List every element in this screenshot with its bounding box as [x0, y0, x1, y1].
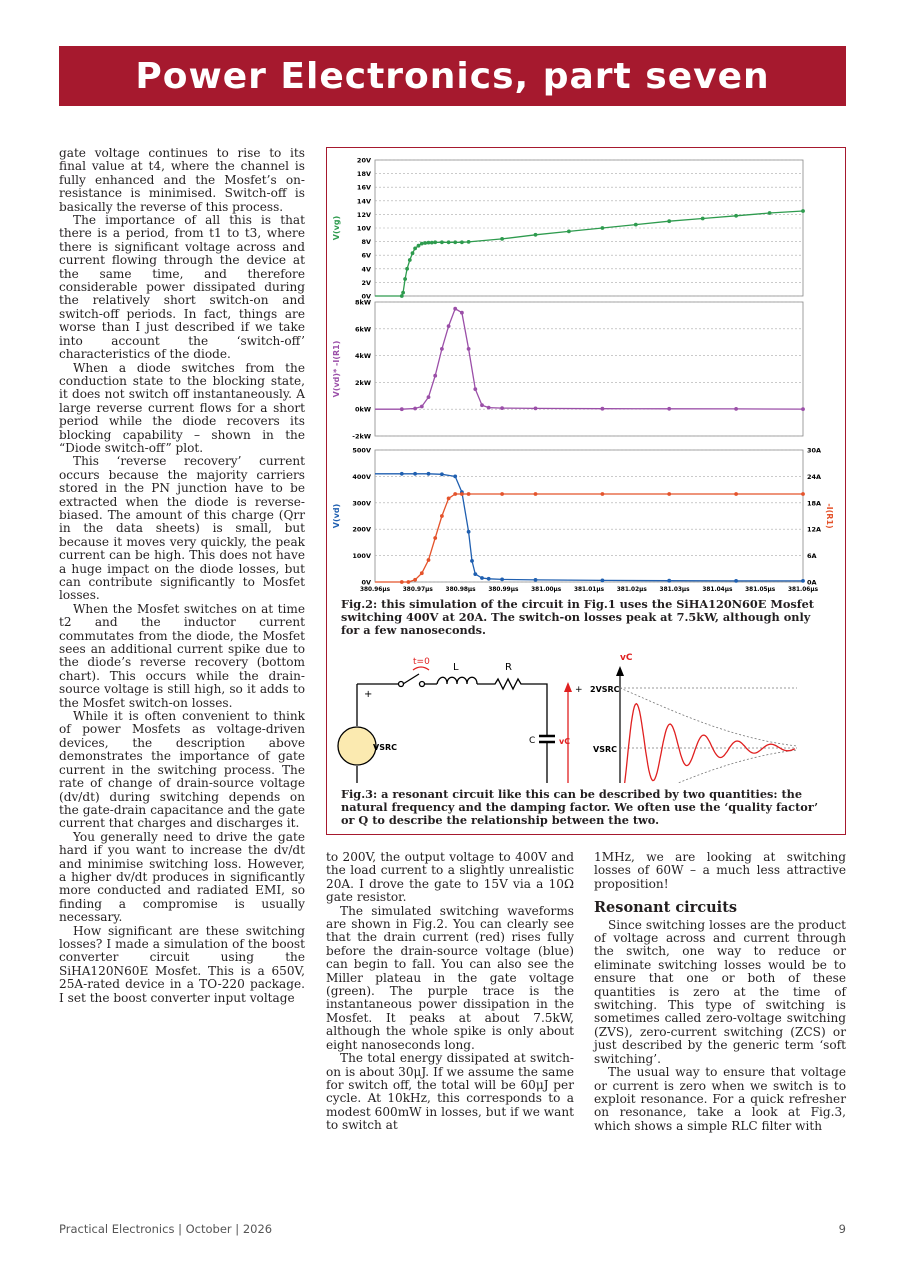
data-point	[400, 294, 404, 298]
data-point	[467, 492, 471, 496]
x-tick-label: 381.06μs	[787, 587, 819, 593]
data-point	[768, 211, 772, 215]
capacitor-label: C	[529, 736, 536, 746]
fig2-caption: Fig.2: this simulation of the circuit in Fig.1 uses the SiHA120N60E Mosfet switching 400V at 20A. The switch-on losses peak at 7.5kW, although only for a few nanoseconds.	[341, 597, 814, 637]
y-vsrc-label: VSRC	[593, 745, 617, 754]
y-tick-label: 300V	[352, 499, 371, 508]
plus-sign: +	[575, 685, 583, 695]
paragraph: This ‘reverse recovery’ current occurs because the majority carriers stored in the PN junction have to be extracted when the diode is reverse-biased. The amount of this charge (Qrr in the data sheets) is small, but because it moves very quickly, the peak current can be high. This does not have a huge impact on the diode losses, but can contribute significantly to Mosfet losses.	[59, 454, 305, 603]
data-point	[453, 240, 457, 244]
data-point	[534, 578, 538, 582]
data-point	[467, 530, 471, 534]
y-tick-label: 8kW	[354, 298, 371, 307]
data-point	[440, 347, 444, 351]
section-heading: Resonant circuits	[594, 899, 738, 917]
vsrc-label: VSRC	[373, 743, 397, 752]
data-point	[734, 407, 738, 411]
page-title: Power Electronics, part seven	[135, 55, 770, 97]
data-point	[480, 576, 484, 580]
article-column-1	[59, 147, 305, 1005]
data-point	[433, 536, 437, 540]
fig3-caption: Fig.3: a resonant circuit like this can be described by two quantities: the natural frequency and the damping factor. We often use the ‘quality factor’ or Q to describe the relationship between the two.	[341, 787, 819, 827]
paragraph: to 200V, the output voltage to 400V and the load current to a slightly unrealistic 20A. I drove the gate to 15V via a 10Ω gate resistor.	[326, 850, 574, 905]
title-banner	[59, 46, 846, 106]
y-tick-label: 2V	[361, 278, 371, 287]
data-point	[427, 395, 431, 399]
y-right-tick-label: 0A	[807, 578, 817, 587]
data-point	[473, 572, 477, 576]
data-point	[734, 492, 738, 496]
data-point	[534, 233, 538, 237]
fig3-diagram	[327, 648, 844, 783]
data-point	[500, 578, 504, 582]
figure-box	[326, 147, 846, 835]
data-point	[667, 407, 671, 411]
y-right-tick-label: 18A	[807, 499, 822, 508]
data-point	[460, 492, 464, 496]
y-tick-label: 10V	[356, 224, 371, 233]
paragraph: gate voltage continues to rise to its final value at t4, where the channel is fully enhanced and the Mosfet’s on-resistance is minimised. Switch-off is basically the reverse of this process.	[59, 146, 305, 214]
y-right-tick-label: 12A	[807, 525, 822, 534]
data-point	[534, 492, 538, 496]
y-axis-label: V(vd)* -I(R1)	[332, 340, 341, 398]
data-point	[460, 240, 464, 244]
data-point	[400, 580, 404, 584]
data-point	[400, 472, 404, 476]
data-point	[411, 251, 415, 255]
chart-panel	[332, 299, 805, 441]
y-tick-label: 500V	[352, 446, 371, 455]
y-tick-label: 0kW	[354, 405, 371, 414]
x-tick-label: 380.96μs	[359, 587, 391, 593]
vc-axis-title: vC	[620, 653, 633, 663]
x-tick-label: 381.03μs	[659, 587, 690, 593]
data-point	[433, 374, 437, 378]
data-point	[487, 577, 491, 581]
data-point	[667, 492, 671, 496]
data-point	[567, 230, 571, 234]
data-point	[453, 492, 457, 496]
y-2vsrc-label: 2VSRC	[590, 685, 620, 694]
data-point	[667, 219, 671, 223]
data-point	[423, 241, 427, 245]
y-right-tick-label: 30A	[807, 446, 822, 455]
data-point	[534, 407, 538, 411]
paragraph: The importance of all this is that there is a period, from t1 to t3, where there is significant voltage across and current flowing through the device at the same time, and therefore considerable power dissipated during the relatively short switch-on and switch-off periods. In fact, things are worse than I just described if we take into account the ‘switch-off’ characteristics of the diode.	[59, 213, 305, 362]
paragraph: The usual way to ensure that voltage or current is zero when we switch is to exploit resonance. For a quick refresher on resonance, take a look at Fig.3, which shows a simple RLC filter with	[594, 1065, 846, 1133]
inductor-label: L	[453, 662, 459, 673]
page-number: 9	[838, 1222, 846, 1236]
vc-label: vC	[559, 737, 571, 746]
data-point	[801, 579, 805, 583]
chart-panel	[332, 447, 834, 594]
data-point	[734, 579, 738, 583]
y-axis-label: V(vd)	[332, 503, 341, 529]
data-point	[413, 472, 417, 476]
y-tick-label: 12V	[356, 210, 371, 219]
y-tick-label: 400V	[352, 472, 371, 481]
y-axis-label: V(vg)	[332, 215, 341, 241]
x-tick-label: 380.98μs	[445, 587, 476, 593]
y-tick-label: 8V	[361, 238, 371, 247]
y-tick-label: 4V	[361, 265, 371, 274]
data-point	[400, 407, 404, 411]
switch-label: t=0	[413, 657, 430, 667]
x-tick-label: 381.00μs	[531, 587, 562, 593]
paragraph: While it is often convenient to think of power Mosfets as voltage-driven devices, the description above demonstrates the importance of gate current in the switching process. The rate of change of drain-source voltage (dv/dt) during switching depends on the gate-drain capacitance and the gate current that charges and discharges it.	[59, 709, 305, 831]
data-point	[801, 407, 805, 411]
data-point	[440, 514, 444, 518]
resistor-icon	[477, 679, 547, 736]
y-tick-label: 6kW	[354, 325, 371, 334]
data-point	[500, 492, 504, 496]
chart-panel	[332, 157, 805, 301]
y-tick-label: 14V	[356, 197, 371, 206]
data-point	[440, 472, 444, 476]
data-point	[420, 405, 424, 409]
inductor-icon	[437, 677, 477, 684]
data-point	[427, 241, 431, 245]
fig2-simulation-chart	[327, 148, 844, 598]
y-tick-label: 18V	[356, 170, 371, 179]
paragraph: When the Mosfet switches on at time t2 and the inductor current commutates from the diode, the Mosfet sees an additional current spike due to the diode’s reverse recovery (bottom chart). This occurs while the drain-source voltage is still high, so it adds to the Mosfet switch-on losses.	[59, 601, 305, 710]
data-point	[601, 492, 605, 496]
article-column-2	[326, 851, 574, 1133]
data-point	[470, 559, 474, 563]
footer-publication: Practical Electronics | October | 2026	[59, 1222, 273, 1236]
capacitor-icon	[539, 736, 555, 742]
data-point	[473, 387, 477, 391]
plot-area	[375, 450, 803, 582]
paragraph: You generally need to drive the gate hard if you want to increase the dv/dt and minimise switching loss. However, a higher dv/dt produces in significantly more conducted and radiated EMI, so finding a compromise is usually necessary.	[59, 829, 305, 925]
data-point	[601, 407, 605, 411]
data-point	[427, 472, 431, 476]
x-tick-label: 380.99μs	[488, 587, 519, 593]
paragraph: The simulated switching waveforms are shown in Fig.2. You can clearly see that the drain current (red) rises fully before the drain-source voltage (blue) can begin to fall. You can also see the Miller plateau in the gate voltage (green). The purple trace is the instantaneous power dissipation in the Mosfet. It peaks at about 7.5kW, although the whole spike is only about eight nanoseconds long.	[326, 903, 574, 1052]
plot-area	[375, 302, 803, 436]
data-point	[405, 267, 409, 271]
data-point	[601, 226, 605, 230]
data-point	[407, 580, 411, 584]
data-point	[801, 209, 805, 213]
data-point	[701, 217, 705, 221]
resistor-label: R	[505, 662, 512, 673]
data-point	[460, 311, 464, 315]
article-column-3	[594, 851, 846, 1133]
data-point	[634, 223, 638, 227]
paragraph: How significant are these switching losses? I made a simulation of the boost converter circuit using the SiHA120N60E Mosfet. This is a 650V, 25A-rated device in a TO-220 package. I set the boost converter input voltage	[59, 923, 305, 1005]
data-point	[447, 497, 451, 501]
y-tick-label: 200V	[352, 525, 371, 534]
data-point	[480, 403, 484, 407]
x-tick-label: 381.05μs	[745, 587, 776, 593]
x-tick-label: 381.04μs	[702, 587, 733, 593]
paragraph: The total energy dissipated at switch-on is about 30μJ. If we assume the same for switch off, the total will be 60μJ per cycle. At 10kHz, this corresponds to a modest 600mW in losses, but if we want to switch at	[326, 1051, 574, 1133]
data-point	[453, 307, 457, 311]
data-point	[413, 407, 417, 411]
data-point	[408, 258, 412, 262]
data-point	[420, 242, 424, 246]
x-tick-label: 381.02μs	[616, 587, 647, 593]
data-point	[420, 571, 424, 575]
data-point	[467, 347, 471, 351]
paragraph: When a diode switches from the conduction state to the blocking state, it does not switch off instantaneously. A large reverse current flows for a short period while the diode recovers its blocking capability – shown in the “Diode switch-off” plot.	[59, 360, 305, 455]
paragraph: Since switching losses are the product of voltage across and current through the switch, one way to reduce or eliminate switching losses would be to ensure that one or both of these quantities is zero at the time of switching. This type of switching is sometimes called zero-voltage switching (ZVS), zero-current switching (ZCS) or just described by the generic term ‘soft switching’.	[594, 917, 846, 1066]
paragraph: 1MHz, we are looking at switching losses of 60W – a much less attractive proposition!	[594, 850, 846, 891]
data-point	[734, 214, 738, 218]
data-point	[487, 406, 491, 410]
y-tick-label: 0V	[361, 578, 371, 587]
data-point	[401, 291, 405, 295]
y-tick-label: 4kW	[354, 352, 371, 361]
y-tick-label: 20V	[356, 156, 371, 165]
data-point	[417, 244, 421, 248]
y-right-tick-label: 6A	[807, 552, 817, 561]
data-point	[403, 277, 407, 281]
data-point	[447, 240, 451, 244]
data-point	[430, 241, 434, 245]
data-point	[500, 237, 504, 241]
data-point	[467, 240, 471, 244]
data-point	[427, 558, 431, 562]
y-right-axis-label: -I(R1)	[825, 503, 834, 529]
data-point	[413, 578, 417, 582]
data-point	[453, 475, 457, 479]
data-point	[447, 324, 451, 328]
x-tick-label: 380.97μs	[402, 587, 433, 593]
y-tick-label: 2kW	[354, 378, 371, 387]
data-point	[801, 492, 805, 496]
y-tick-label: 100V	[352, 552, 371, 561]
y-tick-label: -2kW	[352, 432, 371, 441]
data-point	[667, 579, 671, 583]
y-tick-label: 0V	[361, 292, 371, 301]
y-right-tick-label: 24A	[807, 472, 822, 481]
fig3-response-graph	[590, 653, 830, 783]
voltage-source-icon	[338, 727, 376, 765]
data-point	[433, 240, 437, 244]
x-tick-label: 381.01μs	[573, 587, 605, 593]
y-tick-label: 16V	[356, 183, 371, 192]
data-point	[440, 240, 444, 244]
y-tick-label: 6V	[361, 251, 371, 260]
data-point	[500, 406, 504, 410]
plus-sign: +	[364, 689, 373, 700]
data-point	[601, 579, 605, 583]
data-point	[413, 247, 417, 251]
